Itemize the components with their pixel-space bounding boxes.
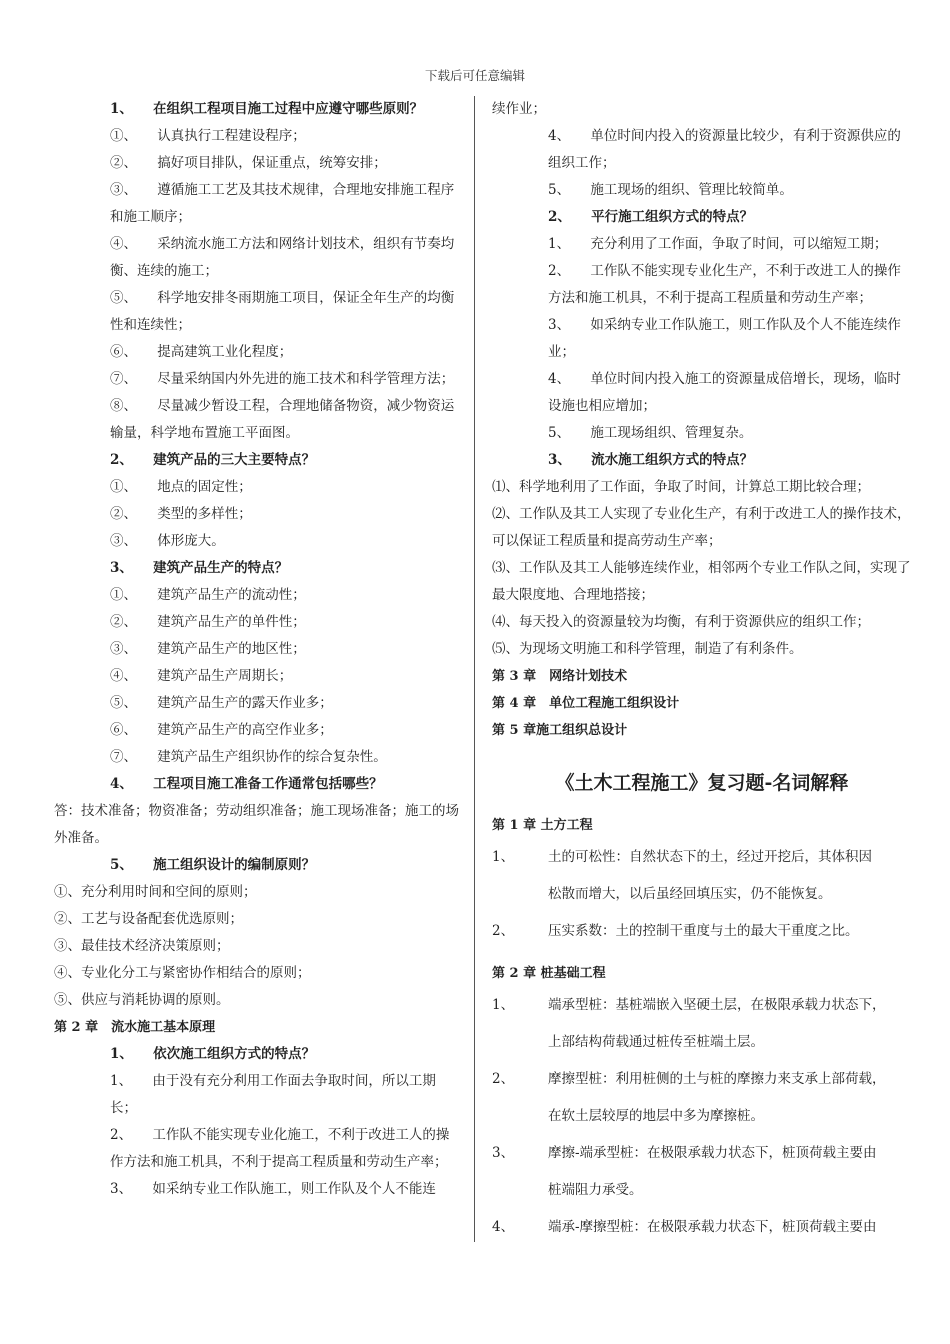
left-paragraph: ②、工艺与设备配套优选原则； [54, 911, 243, 927]
definition-text: 压实系数：土的控制干重度与土的最大干重度之比。 [548, 923, 859, 939]
definition-number: 1、 [492, 997, 515, 1013]
definition-continuation: 松散而增大，以后虽经回填压实，仍不能恢复。 [548, 886, 832, 902]
chapter-1-heading: 第 1 章 土方工程 [492, 818, 593, 833]
right-paragraph: 第 5 章施工组织总设计 [492, 723, 628, 738]
left-paragraph: ⑧、 尽量减少暂设工程，合理地储备物资，减少物资运输量，科学地布置施工平面图。 [110, 398, 455, 441]
left-paragraph: ①、 建筑产品生产的流动性； [110, 587, 306, 603]
left-paragraph: ③、最佳技术经济决策原则； [54, 938, 230, 954]
right-paragraph: ⑵、工作队及其工人实现了专业化生产，有利于改进工人的操作技术，可以保证工程质量和提高劳动生产率； [492, 506, 911, 549]
definition-item [492, 987, 912, 1061]
left-paragraph: 第 2 章 流水施工基本原理 [54, 1020, 216, 1035]
right-paragraph: ⑷、每天投入的资源量较为均衡，有利于资源供应的组织工作； [492, 614, 870, 630]
left-paragraph: ①、 地点的固定性； [110, 479, 252, 495]
left-paragraph: 2、 工作队不能实现专业化施工，不利于改进工人的操作方法和施工机具，不利于提高工程质量和劳动生产率； [110, 1127, 450, 1170]
right-paragraph: 3、 流水施工组织方式的特点？ [548, 452, 754, 468]
right-paragraph: 2、 工作队不能实现专业化生产，不利于改进工人的操作方法和施工机具，不利于提高工程质量和劳动生产率； [548, 263, 901, 306]
definition-item [492, 1135, 912, 1209]
right-column-list [492, 96, 912, 744]
left-paragraph: ④、 建筑产品生产周期长； [110, 668, 293, 684]
left-paragraph: ③、 体形庞大。 [110, 533, 225, 549]
column-divider [474, 96, 475, 1242]
right-paragraph: 5、 施工现场的组织、管理比较简单。 [548, 182, 793, 198]
left-paragraph: ⑤、供应与消耗协调的原则。 [54, 992, 230, 1008]
left-paragraph: ⑥、 提高建筑工业化程度； [110, 344, 293, 360]
left-paragraph: 5、 施工组织设计的编制原则？ [110, 857, 316, 873]
right-paragraph: 3、 如采纳专业工作队施工，则工作队及个人不能连续作业； [548, 317, 901, 360]
right-paragraph: 4、 单位时间内投入的资源量比较少，有利于资源供应的组织工作； [548, 128, 901, 171]
definition-text: 土的可松性：自然状态下的土，经过开挖后，其体积因 [548, 849, 872, 865]
left-paragraph: 1、 由于没有充分利用工作面去争取时间，所以工期长； [110, 1073, 436, 1116]
right-paragraph: ⑶、工作队及其工人能够连续作业，相邻两个专业工作队之间，实现了最大限度地、合理地搭接； [492, 560, 911, 603]
definition-number: 2、 [492, 1071, 515, 1087]
left-paragraph: ①、充分利用时间和空间的原则； [54, 884, 257, 900]
definition-item [492, 1209, 912, 1246]
definitions-chapter-1 [492, 839, 912, 950]
definition-continuation: 在软土层较厚的地层中多为摩擦桩。 [548, 1108, 764, 1124]
section-title: 《土木工程施工》复习题-名词解释 [555, 772, 849, 794]
left-column [54, 96, 462, 1203]
left-paragraph: 2、 建筑产品的三大主要特点？ [110, 452, 316, 468]
right-paragraph: 续作业； [492, 101, 546, 117]
definition-text: 摩擦-端承型桩：在极限承载力状态下，桩顶荷载主要由 [548, 1145, 877, 1161]
definition-text: 端承-摩擦型桩：在极限承载力状态下，桩顶荷载主要由 [548, 1219, 877, 1235]
definition-number: 3、 [492, 1145, 515, 1161]
definition-text: 摩擦型桩：利用桩侧的土与桩的摩擦力来支承上部荷载， [548, 1071, 886, 1087]
right-paragraph: ⑸、为现场文明施工和科学管理，制造了有利条件。 [492, 641, 803, 657]
chapter-2-heading: 第 2 章 桩基础工程 [492, 966, 606, 981]
left-paragraph: 4、 工程项目施工准备工作通常包括哪些？ [110, 776, 383, 792]
right-paragraph: 第 4 章 单位工程施工组织设计 [492, 696, 680, 711]
definition-item [492, 1061, 912, 1135]
right-paragraph: 4、 单位时间内投入施工的资源量成倍增长，现场，临时设施也相应增加； [548, 371, 901, 414]
left-paragraph: ④、专业化分工与紧密协作相结合的原则； [54, 965, 311, 981]
left-paragraph: ⑤、 科学地安排冬雨期施工项目，保证全年生产的均衡性和连续性； [110, 290, 455, 333]
definition-number: 2、 [492, 923, 515, 939]
left-paragraph: 3、 建筑产品生产的特点？ [110, 560, 289, 576]
page-header: 下载后可任意编辑 [424, 68, 525, 83]
left-paragraph: ④、 采纳流水施工方法和网络计划技术，组织有节奏均衡、连续的施工； [110, 236, 455, 279]
left-paragraph: ⑥、 建筑产品生产的高空作业多； [110, 722, 333, 738]
right-column [492, 96, 912, 1246]
definition-text: 端承型桩：基桩端嵌入坚硬土层，在极限承载力状态下， [548, 997, 886, 1013]
definition-number: 4、 [492, 1219, 515, 1235]
right-paragraph: 第 3 章 网络计划技术 [492, 669, 628, 684]
left-paragraph: ⑤、 建筑产品生产的露天作业多； [110, 695, 333, 711]
left-paragraph: 1、 依次施工组织方式的特点？ [110, 1046, 316, 1062]
left-paragraph: ①、 认真执行工程建设程序； [110, 128, 306, 144]
definition-continuation: 桩端阻力承受。 [548, 1182, 643, 1198]
left-paragraph: ③、 建筑产品生产的地区性； [110, 641, 306, 657]
left-paragraph: ⑦、 建筑产品生产组织协作的综合复杂性。 [110, 749, 387, 765]
left-paragraph: ②、 搞好项目排队，保证重点，统筹安排； [110, 155, 387, 171]
left-paragraph: 1、 在组织工程项目施工过程中应遵守哪些原则？ [110, 101, 424, 117]
right-paragraph: 5、 施工现场组织、管理复杂。 [548, 425, 753, 441]
left-paragraph: ③、 遵循施工工艺及其技术规律，合理地安排施工程序和施工顺序； [110, 182, 455, 225]
right-paragraph: 2、 平行施工组织方式的特点？ [548, 209, 754, 225]
definitions-chapter-2 [492, 987, 912, 1246]
definition-number: 1、 [492, 849, 515, 865]
definition-item [492, 913, 912, 950]
left-paragraph: ②、 类型的多样性； [110, 506, 252, 522]
definition-item [492, 839, 912, 913]
definition-continuation: 上部结构荷载通过桩传至桩端土层。 [548, 1034, 764, 1050]
left-paragraph: ⑦、 尽量采纳国内外先进的施工技术和科学管理方法； [110, 371, 455, 387]
right-paragraph: 1、 充分利用了工作面，争取了时间，可以缩短工期； [548, 236, 888, 252]
right-paragraph: ⑴、科学地利用了工作面，争取了时间，计算总工期比较合理； [492, 479, 870, 495]
left-paragraph: 答：技术准备；物资准备；劳动组织准备；施工现场准备；施工的场外准备。 [54, 803, 459, 846]
left-paragraph: 3、 如采纳专业工作队施工，则工作队及个人不能连 [110, 1181, 436, 1197]
left-paragraph: ②、 建筑产品生产的单件性； [110, 614, 306, 630]
